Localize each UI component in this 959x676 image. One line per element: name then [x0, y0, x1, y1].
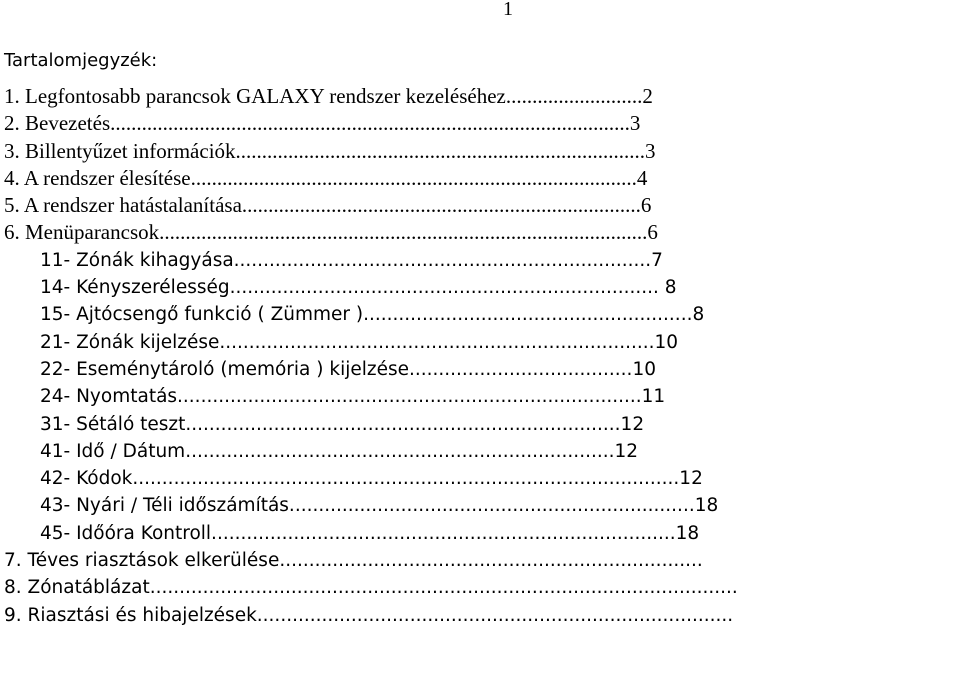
toc-entry-7: 7. Téves riasztások elkerülése........................................................................ [4, 550, 703, 572]
toc-entry-8: 8. Zónatáblázat.................................................................................................... [4, 577, 738, 599]
toc-entry-5: 5. A rendszer hatástalanítása............................................................................6 [4, 193, 652, 218]
toc-entry-6-22: 22- Eseménytároló (memória ) kijelzése......................................10 [40, 358, 656, 380]
toc-entry-6-42: 42- Kódok.............................................................................................12 [40, 468, 703, 490]
table-of-contents [0, 83, 959, 629]
page-number: 1 [503, 0, 513, 20]
toc-entry-6-14: 14- Kényszerélesség......................................................................... 8 [40, 277, 677, 299]
toc-entry-6-41: 41- Idő / Dátum.........................................................................12 [40, 440, 639, 462]
toc-entry-4: 4. A rendszer élesítése.....................................................................................4 [4, 165, 648, 190]
toc-entry-6: 6. Menüparancsok.............................................................................................6 [4, 220, 658, 245]
toc-entry-6-11: 11- Zónák kihagyása.......................................................................7 [40, 249, 663, 271]
toc-entry-6-15: 15- Ajtócsengő funkció ( Zümmer )........................................................8 [40, 304, 705, 326]
toc-entry-3: 3. Billentyűzet információk..............................................................................3 [4, 138, 656, 163]
toc-entry-6-43: 43- Nyári / Téli időszámítás.....................................................................18 [40, 495, 719, 517]
toc-entry-6-45: 45- Időóra Kontroll...............................................................................18 [40, 522, 700, 544]
toc-entry-1: 1. Legfontosabb parancsok GALAXY rendszer kezeléséhez..........................2 [4, 84, 653, 108]
toc-entry-6-24: 24- Nyomtatás...............................................................................11 [40, 386, 666, 408]
toc-entry-9: 9. Riasztási és hibajelzések................................................................................. [4, 604, 734, 626]
toc-title: Tartalomjegyzék: [4, 50, 158, 71]
toc-entry-6-31: 31- Sétáló teszt..........................................................................12 [40, 413, 645, 435]
toc-entry-2: 2. Bevezetés...................................................................................................3 [4, 111, 641, 136]
toc-entry-6-21: 21- Zónák kijelzése..........................................................................10 [40, 331, 679, 353]
